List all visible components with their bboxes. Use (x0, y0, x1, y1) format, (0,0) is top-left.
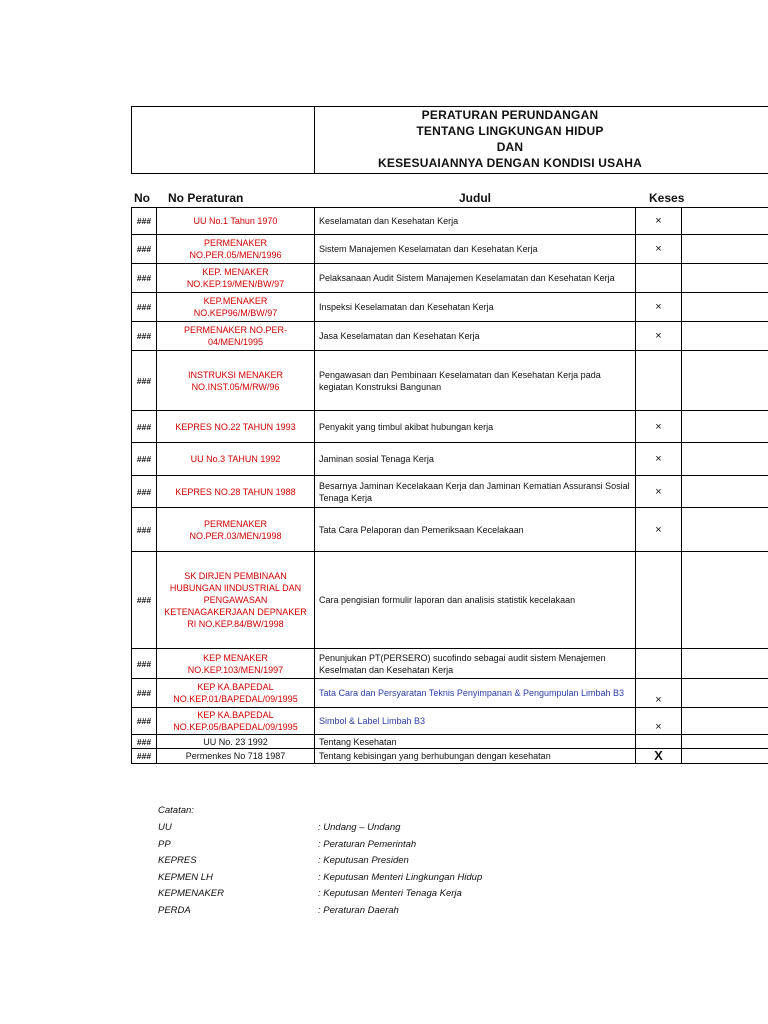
table-row (132, 322, 768, 351)
regulation-title: Penyakit yang timbul akibat hubungan kerja (315, 411, 636, 443)
compliance-mark (636, 735, 682, 749)
empty-cell (682, 411, 768, 443)
column-headers (0, 191, 768, 207)
regulation-title: Inspeksi Keselamatan dan Kesehatan Kerja (315, 293, 636, 322)
regulation-number: KEPRES NO.28 TAHUN 1988 (157, 476, 315, 508)
table-row (132, 208, 768, 235)
empty-cell (682, 208, 768, 235)
regulation-number: KEP KA.BAPEDAL NO.KEP.01/BAPEDAL/09/1995 (157, 679, 315, 708)
note-description: : Undang – Undang (318, 822, 401, 833)
row-number: ### (132, 508, 157, 552)
row-number: ### (132, 443, 157, 476)
regulation-title: Penunjukan PT(PERSERO) sucofindo sebagai audit sistem Menajemen Keselmatan dan Kesehatan Kerja (315, 649, 636, 679)
row-number: ### (132, 351, 157, 411)
compliance-mark: × (636, 443, 682, 476)
regulation-number: PERMENAKER NO.PER.03/MEN/1998 (157, 508, 315, 552)
regulation-number: UU No.3 TAHUN 1992 (157, 443, 315, 476)
note-abbreviation: KEPRES (158, 855, 197, 867)
empty-cell (682, 293, 768, 322)
regulation-number: KEP. MENAKER NO.KEP.19/MEN/BW/97 (157, 264, 315, 293)
note-description: : Keputusan Menteri Tenaga Kerja (318, 888, 462, 900)
empty-cell (682, 351, 768, 411)
table-row (132, 411, 768, 443)
row-number: ### (132, 679, 157, 708)
notes-heading: Catatan: (158, 805, 194, 816)
row-number: ### (132, 749, 157, 764)
row-number: ### (132, 235, 157, 264)
table-row (132, 351, 768, 411)
table-row (132, 264, 768, 293)
title-line: KESESUAIANNYA DENGAN KONDISI USAHA (378, 156, 642, 170)
regulation-number: PERMENAKER NO.PER.05/MEN/1996 (157, 235, 315, 264)
compliance-mark (636, 264, 682, 293)
regulation-number: SK DIRJEN PEMBINAAN HUBUNGAN IINDUSTRIAL DAN PENGAWASAN KETENAGAKERJAAN DEPNAKER RI NO.KEP.84/BW/1998 (157, 552, 315, 649)
row-number: ### (132, 476, 157, 508)
table-row (132, 649, 768, 679)
compliance-mark (636, 649, 682, 679)
header-judul: Judul (459, 191, 491, 205)
regulation-number: Permenkes No 718 1987 (157, 749, 315, 764)
regulation-title: Tentang kebisingan yang berhubungan dengan kesehatan (315, 749, 636, 764)
regulation-title: Cara pengisian formulir laporan dan analisis statistik kecelakaan (315, 552, 636, 649)
empty-cell (682, 322, 768, 351)
regulation-title: Sistem Manajemen Keselamatan dan Kesehatan Kerja (315, 235, 636, 264)
row-number: ### (132, 264, 157, 293)
table-row (132, 476, 768, 508)
table-row (132, 293, 768, 322)
compliance-mark: X (636, 749, 682, 764)
row-number: ### (132, 322, 157, 351)
regulation-number: PERMENAKER NO.PER-04/MEN/1995 (157, 322, 315, 351)
empty-cell (682, 749, 768, 764)
table-row (132, 443, 768, 476)
compliance-mark: × (636, 322, 682, 351)
compliance-mark: × (636, 235, 682, 264)
compliance-mark: × (636, 476, 682, 508)
empty-cell (682, 443, 768, 476)
note-abbreviation: PERDA (158, 905, 191, 916)
regulation-title: Pengawasan dan Pembinaan Keselamatan dan Kesehatan Kerja pada kegiatan Konstruksi Bangunan (315, 351, 636, 411)
title-line: TENTANG LINGKUNGAN HIDUP (416, 124, 604, 138)
regulation-number: INSTRUKSI MENAKER NO.INST.05/M/RW/96 (157, 351, 315, 411)
regulation-number: KEP KA.BAPEDAL NO.KEP.05/BAPEDAL/09/1995 (157, 708, 315, 735)
note-description: : Peraturan Pemerintah (318, 838, 417, 850)
regulation-title: Pelaksanaan Audit Sistem Manajemen Keselamatan dan Kesehatan Kerja (315, 264, 636, 293)
title-box (131, 106, 768, 174)
note-abbreviation: PP (158, 838, 171, 850)
empty-cell (682, 476, 768, 508)
regulation-number: KEP MENAKER NO.KEP.103/MEN/1997 (157, 649, 315, 679)
title-line: PERATURAN PERUNDANGAN (421, 108, 599, 122)
empty-cell (682, 508, 768, 552)
note-description: : Keputusan Menteri Lingkungan Hidup (318, 871, 483, 883)
row-number: ### (132, 735, 157, 749)
compliance-mark: × (636, 679, 682, 708)
empty-cell (682, 264, 768, 293)
note-abbreviation: KEPMEN LH (158, 871, 213, 883)
compliance-mark: × (636, 208, 682, 235)
regulation-title: Simbol & Label Limbah B3 (315, 708, 636, 735)
empty-cell (682, 679, 768, 708)
row-number: ### (132, 708, 157, 735)
empty-cell (682, 708, 768, 735)
regulation-number: UU No.1 Tahun 1970 (157, 208, 315, 235)
table-row (132, 235, 768, 264)
empty-cell (682, 552, 768, 649)
regulation-title: Tata Cara dan Persyaratan Teknis Penyimpanan & Pengumpulan Limbah B3 (315, 679, 636, 708)
regulation-title: Tentang Kesehatan (315, 735, 636, 749)
row-number: ### (132, 208, 157, 235)
table-row (132, 708, 768, 735)
row-number: ### (132, 293, 157, 322)
table-row (132, 508, 768, 552)
title-line: DAN (496, 140, 524, 154)
table-row (132, 735, 768, 749)
row-number: ### (132, 649, 157, 679)
compliance-mark (636, 351, 682, 411)
row-number: ### (132, 552, 157, 649)
regulation-title: Keselamatan dan Kesehatan Kerja (315, 208, 636, 235)
regulation-number: UU No. 23 1992 (157, 735, 315, 749)
regulation-number: KEP.MENAKER NO.KEP96/M/BW/97 (157, 293, 315, 322)
empty-cell (682, 649, 768, 679)
compliance-mark: × (636, 508, 682, 552)
regulation-title: Jasa Keselamatan dan Kesehatan Kerja (315, 322, 636, 351)
empty-cell (682, 235, 768, 264)
header-no-peraturan: No Peraturan (168, 191, 244, 205)
header-no: No (134, 191, 150, 205)
regulation-number: KEPRES NO.22 TAHUN 1993 (157, 411, 315, 443)
compliance-mark (636, 552, 682, 649)
document-title (315, 107, 705, 171)
compliance-mark: × (636, 411, 682, 443)
note-description: : Keputusan Presiden (318, 855, 409, 867)
table-row (132, 552, 768, 649)
table-row (132, 749, 768, 764)
regulation-title: Besarnya Jaminan Kecelakaan Kerja dan Jaminan Kematian Assuransi Sosial Tenaga Kerja (315, 476, 636, 508)
regulation-title: Tata Cara Pelaporan dan Pemeriksaan Kecelakaan (315, 508, 636, 552)
compliance-mark: × (636, 708, 682, 735)
note-abbreviation: UU (158, 822, 172, 833)
table-row (132, 679, 768, 708)
regulation-table (131, 207, 768, 764)
regulation-title: Jaminan sosial Tenaga Kerja (315, 443, 636, 476)
title-left-cell (132, 107, 315, 173)
compliance-mark: × (636, 293, 682, 322)
header-keses: Keses (649, 191, 685, 205)
note-abbreviation: KEPMENAKER (158, 888, 224, 900)
row-number: ### (132, 411, 157, 443)
empty-cell (682, 735, 768, 749)
note-description: : Peraturan Daerah (318, 905, 399, 916)
